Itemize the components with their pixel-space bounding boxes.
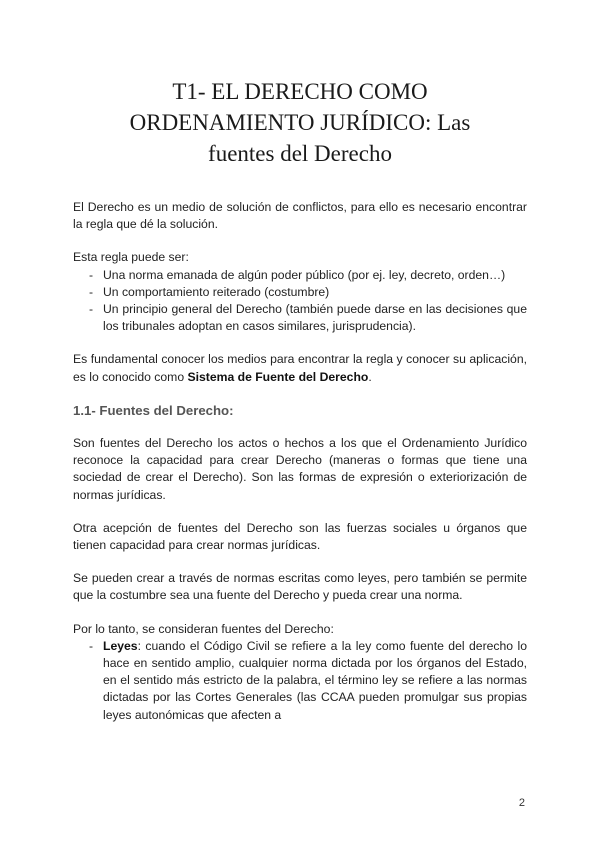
list-item-text: Una norma emanada de algún poder público (por ej. ley, decreto, orden…) <box>103 267 506 282</box>
dash-bullet: - <box>89 284 94 299</box>
paragraph-2: Otra acepción de fuentes del Derecho son las fuerzas sociales u órganos que tienen capacidad para crear normas jurídicas. <box>73 520 527 553</box>
paragraph-4: Por lo tanto, se consideran fuentes del Derecho: <box>73 621 334 636</box>
list-item <box>73 638 527 724</box>
list-item-text: Un principio general del Derecho (también puede darse en las decisiones que los tribunales adoptan en casos similares, jurisprudencia). <box>103 302 527 334</box>
document-page <box>73 76 527 740</box>
sources-list <box>73 638 527 724</box>
dash-bullet: - <box>89 638 94 653</box>
sources-item-bold: Leyes <box>103 638 138 653</box>
title-line-1: T1- EL DERECHO COMO <box>172 79 428 104</box>
page-number: 2 <box>518 797 525 809</box>
rule-intro: Esta regla puede ser: <box>73 250 189 265</box>
rule-list <box>73 267 527 336</box>
fundamental-text: Es fundamental conocer los medios para encontrar la regla y conocer su aplicación, es lo conocido como <box>73 352 527 384</box>
dash-bullet: - <box>89 267 94 282</box>
dash-bullet: - <box>89 302 94 317</box>
intro-paragraph: El Derecho es un medio de solución de conflictos, para ello es necesario encontrar la regla que dé la solución. <box>73 200 527 232</box>
fundamental-end: . <box>368 369 372 384</box>
document-title <box>73 76 527 169</box>
paragraph-1: Son fuentes del Derecho los actos o hechos a los que el Ordenamiento Jurídico reconoce la capacidad para crear Derecho (maneras o formas que tiene una sociedad de crear el Derecho). Son las formas de expresión o exteriorización de normas jurídicas. <box>73 436 527 502</box>
title-line-3: fuentes del Derecho <box>208 141 392 166</box>
sources-item-text: : cuando el Código Civil se refiere a la ley como fuente del derecho lo hace en sentido amplio, cualquier norma dictada por los órganos del Estado, en el sentido más estricto de la palabra, el término ley se refiere a las normas dictadas por las Cortes Generales (las CCAA pueden promulgar sus propias leyes autonómicas que afecten a <box>103 638 527 722</box>
list-item <box>73 267 527 284</box>
list-item-text: Un comportamiento reiterado (costumbre) <box>103 284 330 299</box>
section-heading: 1.1- Fuentes del Derecho: <box>73 402 234 418</box>
document-body <box>73 199 527 724</box>
title-line-2: ORDENAMIENTO JURÍDICO: Las <box>129 110 471 135</box>
list-item <box>73 284 527 301</box>
paragraph-3: Se pueden crear a través de normas escritas como leyes, pero también se permite que la costumbre sea una fuente del Derecho y pueda crear una norma. <box>73 571 527 603</box>
fundamental-paragraph <box>73 351 527 385</box>
fundamental-bold: Sistema de Fuente del Derecho <box>187 369 369 384</box>
list-item <box>73 301 527 335</box>
